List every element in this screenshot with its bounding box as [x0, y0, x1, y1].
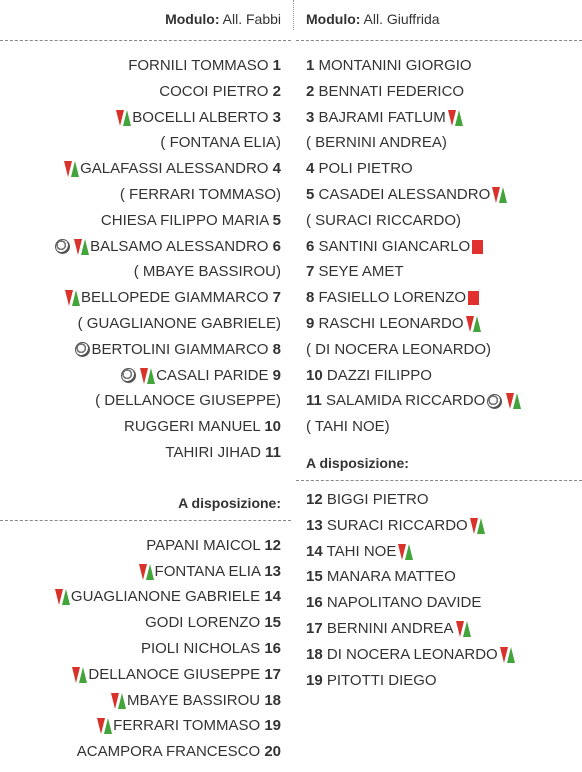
- player-name: FERRARI TOMMASO: [113, 717, 261, 735]
- player-number: 1: [306, 57, 315, 74]
- replacement-row: [296, 130, 582, 156]
- replacement-row: [296, 414, 582, 440]
- player-number: 13: [306, 516, 323, 534]
- substitution-out-icon: [491, 186, 507, 204]
- player-row: [0, 610, 291, 636]
- player-name: CHIESA FILIPPO MARIA: [100, 211, 269, 229]
- player-row: [296, 156, 582, 182]
- column-divider: [293, 0, 294, 30]
- replacement-row: [0, 182, 291, 208]
- substitution-out-icon: [447, 109, 463, 127]
- substitution-in-icon: [499, 646, 515, 664]
- player-number: 4: [272, 160, 281, 178]
- player-row: [296, 616, 582, 642]
- substitution-in-icon: [71, 666, 87, 684]
- substitution-in-icon: [469, 517, 485, 535]
- substitution-in-icon: [138, 563, 154, 581]
- player-number: 11: [265, 443, 281, 461]
- player-name: POLI PIETRO: [318, 160, 413, 178]
- player-row: [296, 259, 582, 285]
- player-number: 11: [306, 392, 322, 410]
- player-row: [0, 533, 291, 559]
- player-number: 8: [306, 289, 315, 307]
- player-name: PITOTTI DIEGO: [326, 671, 437, 689]
- replacement-row: [0, 311, 291, 337]
- player-number: 15: [264, 614, 281, 632]
- player-number: 6: [306, 237, 315, 255]
- player-row: [0, 440, 291, 466]
- player-row: [0, 285, 291, 311]
- substitution-in-icon: [455, 620, 471, 638]
- player-row: [296, 564, 582, 590]
- red-card-icon: [468, 291, 479, 305]
- player-row: [0, 234, 291, 260]
- away-coach-header: [296, 0, 582, 30]
- player-number: 18: [306, 645, 323, 663]
- replacement-row: [0, 259, 291, 285]
- player-name: ( FERRARI TOMMASO): [119, 185, 281, 203]
- player-row: [296, 513, 582, 539]
- player-name: CASALI PARIDE: [156, 366, 269, 384]
- home-team-column: [0, 0, 291, 765]
- red-card-icon: [472, 240, 483, 254]
- goal-ball-icon: [487, 394, 502, 409]
- player-row: [0, 337, 291, 363]
- player-number: 10: [306, 366, 323, 384]
- goal-ball-icon: [75, 342, 90, 357]
- player-row: [0, 739, 291, 765]
- player-name: ACAMPORA FRANCESCO: [76, 743, 261, 761]
- player-name: FASIELLO LORENZO: [318, 289, 467, 307]
- player-row: [0, 636, 291, 662]
- coach-name: All. Giuffrida: [363, 11, 440, 27]
- player-number: 8: [272, 340, 281, 358]
- player-number: 7: [306, 263, 315, 281]
- player-row: [296, 182, 582, 208]
- substitution-out-icon: [64, 289, 80, 307]
- player-name: BENNATI FEDERICO: [318, 82, 465, 100]
- player-name: GUAGLIANONE GABRIELE: [70, 588, 261, 606]
- player-number: 17: [306, 619, 323, 637]
- player-name: ( DELLANOCE GIUSEPPE): [95, 392, 281, 410]
- player-number: 10: [264, 418, 281, 436]
- player-number: 15: [306, 568, 323, 586]
- player-name: BERTOLINI GIAMMARCO: [91, 340, 269, 358]
- player-number: 14: [306, 542, 323, 560]
- player-name: ( DI NOCERA LEONARDO): [306, 340, 492, 358]
- player-name: ( TAHI NOE): [306, 418, 390, 436]
- player-name: NAPOLITANO DAVIDE: [326, 594, 482, 612]
- player-row: [296, 668, 582, 694]
- player-number: 4: [306, 160, 315, 178]
- player-number: 3: [272, 108, 281, 126]
- player-number: 3: [306, 108, 315, 126]
- player-row: [296, 53, 582, 79]
- substitution-out-icon: [139, 367, 155, 385]
- player-name: SANTINI GIANCARLO: [318, 237, 471, 255]
- player-name: SALAMIDA RICCARDO: [326, 392, 486, 410]
- replacement-row: [0, 388, 291, 414]
- player-row: [0, 53, 291, 79]
- player-name: MBAYE BASSIROU: [127, 691, 261, 709]
- player-name: MONTANINI GIORGIO: [318, 57, 472, 74]
- home-coach-header: [0, 0, 291, 30]
- player-name: ( FONTANA ELIA): [160, 134, 281, 152]
- player-name: BALSAMO ALESSANDRO: [90, 237, 269, 255]
- player-row: [296, 388, 582, 414]
- player-number: 2: [272, 82, 281, 100]
- substitution-in-icon: [96, 717, 112, 735]
- player-name: GALAFASSI ALESSANDRO: [80, 160, 269, 178]
- player-number: 14: [264, 588, 281, 606]
- player-name: BIGGI PIETRO: [326, 490, 429, 508]
- player-number: 16: [264, 639, 281, 657]
- player-name: SEYE AMET: [318, 263, 404, 281]
- player-name: BAJRAMI FATLUM: [318, 108, 446, 126]
- player-name: TAHI NOE: [326, 542, 397, 560]
- player-row: [0, 559, 291, 585]
- player-row: [0, 363, 291, 389]
- player-name: ( SURACI RICCARDO): [306, 211, 462, 229]
- player-number: 12: [264, 536, 281, 554]
- player-name: RASCHI LEONARDO: [318, 314, 464, 332]
- coach-label: Modulo:: [306, 11, 361, 27]
- player-name: ( BERNINI ANDREA): [306, 134, 447, 152]
- player-name: ( GUAGLIANONE GABRIELE): [77, 314, 281, 332]
- player-number: 16: [306, 594, 323, 612]
- player-name: DAZZI FILIPPO: [326, 366, 432, 384]
- player-row: [296, 642, 582, 668]
- substitution-out-icon: [465, 315, 481, 333]
- player-number: 18: [264, 691, 281, 709]
- player-row: [296, 234, 582, 260]
- player-name: FONTANA ELIA: [154, 562, 261, 580]
- player-number: 13: [264, 562, 281, 580]
- player-number: 19: [264, 717, 281, 735]
- player-row: [296, 590, 582, 616]
- substitution-out-icon: [63, 160, 79, 178]
- substitution-out-icon: [73, 238, 89, 256]
- substitution-out-icon: [115, 109, 131, 127]
- player-row: [0, 584, 291, 610]
- player-row: [0, 688, 291, 714]
- player-row: [296, 105, 582, 131]
- player-name: PIOLI NICHOLAS: [140, 639, 261, 657]
- player-name: GODI LORENZO: [145, 614, 261, 632]
- player-number: 6: [272, 237, 281, 255]
- player-row: [296, 311, 582, 337]
- substitution-out-icon: [505, 392, 521, 410]
- away-starters-list: [296, 41, 582, 440]
- player-name: BERNINI ANDREA: [326, 619, 454, 637]
- player-row: [296, 363, 582, 389]
- player-number: 5: [272, 211, 281, 229]
- player-row: [0, 713, 291, 739]
- bench-title: A disposizione:: [306, 454, 409, 471]
- goal-ball-icon: [55, 239, 70, 254]
- away-bench-list: [296, 481, 582, 693]
- player-name: SURACI RICCARDO: [326, 516, 468, 534]
- replacement-row: [0, 130, 291, 156]
- player-name: BELLOPEDE GIAMMARCO: [80, 289, 269, 307]
- player-row: [296, 539, 582, 565]
- player-name: MANARA MATTEO: [326, 568, 456, 586]
- player-row: [0, 414, 291, 440]
- player-row: [0, 105, 291, 131]
- home-bench-list: [0, 521, 291, 765]
- player-row: [0, 156, 291, 182]
- substitution-in-icon: [54, 588, 70, 606]
- player-number: 19: [306, 671, 323, 689]
- player-number: 5: [306, 185, 315, 203]
- player-number: 9: [306, 314, 315, 332]
- player-number: 1: [272, 57, 281, 74]
- goal-ball-icon: [121, 368, 136, 383]
- replacement-row: [296, 337, 582, 363]
- player-name: CASADEI ALESSANDRO: [318, 185, 491, 203]
- substitution-in-icon: [110, 692, 126, 710]
- player-number: 2: [306, 82, 315, 100]
- player-name: TAHIRI JIHAD: [165, 443, 261, 461]
- player-name: PAPANI MAICOL: [146, 536, 261, 554]
- player-name: ( MBAYE BASSIROU): [133, 263, 281, 281]
- player-row: [0, 208, 291, 234]
- player-number: 7: [272, 289, 281, 307]
- player-name: BOCELLI ALBERTO: [132, 108, 269, 126]
- home-starters-list: [0, 41, 291, 466]
- player-name: COCOI PIETRO: [159, 82, 269, 100]
- player-row: [296, 285, 582, 311]
- player-name: DELLANOCE GIUSEPPE: [88, 665, 261, 683]
- coach-label: Modulo:: [165, 11, 220, 27]
- player-name: RUGGERI MANUEL: [124, 418, 261, 436]
- player-number: 17: [264, 665, 281, 683]
- player-row: [296, 79, 582, 105]
- away-team-column: [296, 0, 582, 693]
- player-name: FORNILI TOMMASO: [128, 57, 269, 74]
- player-name: DI NOCERA LEONARDO: [326, 645, 498, 663]
- bench-title: A disposizione:: [178, 494, 281, 511]
- player-number: 12: [306, 490, 323, 508]
- replacement-row: [296, 208, 582, 234]
- player-number: 9: [272, 366, 281, 384]
- player-row: [0, 662, 291, 688]
- player-row: [296, 487, 582, 513]
- player-number: 20: [264, 743, 281, 761]
- coach-name: All. Fabbi: [222, 11, 281, 27]
- player-row: [0, 79, 291, 105]
- substitution-in-icon: [397, 543, 413, 561]
